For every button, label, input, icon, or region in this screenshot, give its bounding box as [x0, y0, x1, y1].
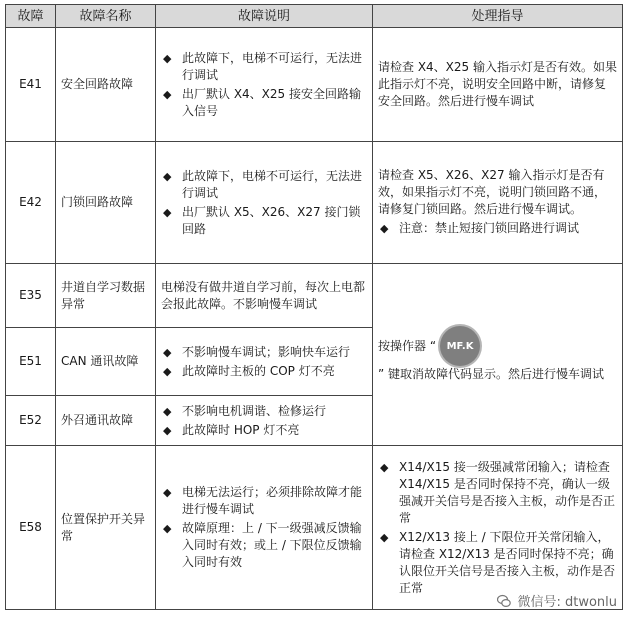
fault-code: E52 — [6, 396, 56, 446]
watermark — [497, 591, 617, 610]
list-item — [161, 363, 367, 380]
diamond-bullet-icon: ◆ — [380, 460, 389, 474]
fault-guide-merged — [373, 264, 623, 446]
fault-desc — [156, 264, 373, 328]
fault-name: CAN 通讯故障 — [56, 328, 156, 396]
diamond-bullet-icon: ◆ — [163, 205, 172, 219]
desc-text: 故障原理：上 / 下一级强减反馈输入同时有效；或上 / 下限位反馈输入同时有效 — [182, 521, 362, 569]
guide-prefix: 按操作器 “ — [378, 338, 437, 353]
diamond-bullet-icon: ◆ — [163, 486, 172, 499]
fault-guide — [373, 28, 623, 142]
fault-code: E41 — [6, 28, 56, 142]
list-item — [161, 204, 367, 238]
list-item — [161, 403, 367, 420]
desc-text: 不影响慢车调试；影响快车运行 — [182, 344, 351, 359]
diamond-bullet-icon: ◆ — [163, 404, 172, 418]
list-item — [378, 220, 617, 237]
desc-text: 此故障时 HOP 灯不亮 — [182, 422, 300, 437]
fault-guide — [373, 446, 623, 610]
diamond-bullet-icon: ◆ — [163, 51, 172, 65]
fault-name: 门锁回路故障 — [56, 142, 156, 264]
desc-text: 出厂默认 X5、X26、X27 接门锁回路 — [182, 204, 361, 236]
fault-guide — [373, 142, 623, 264]
desc-text: 此故障下，电梯不可运行，无法进行调试 — [182, 50, 363, 82]
wechat-icon — [497, 594, 511, 608]
table-row — [6, 446, 623, 610]
list-item — [378, 529, 617, 597]
table-header-row — [6, 5, 623, 28]
desc-text: 电梯无法运行；必须排除故障才能进行慢车调试 — [182, 485, 363, 516]
list-item — [161, 168, 367, 202]
header-code: 故障 — [6, 5, 56, 28]
list-item — [161, 422, 367, 439]
fault-desc — [156, 396, 373, 446]
fault-desc — [156, 328, 373, 396]
list-item — [161, 520, 367, 571]
list-item — [161, 50, 367, 84]
guide-suffix: ” 键取消故障代码显示。然后进行慢车调试 — [378, 367, 605, 381]
list-item — [378, 459, 617, 527]
diamond-bullet-icon: ◆ — [163, 345, 172, 359]
fault-code: E58 — [6, 446, 56, 610]
fault-desc — [156, 28, 373, 142]
list-item — [161, 484, 367, 518]
guide-text: X14/X15 接一级强减常闭输入；请检查 X14/X15 是否同时保持不亮，确认一级强减开关信号是否接入主板，动作是否正常 — [399, 459, 616, 525]
fault-desc — [156, 142, 373, 264]
table-row — [6, 264, 623, 328]
diamond-bullet-icon: ◆ — [380, 530, 389, 544]
diamond-bullet-icon: ◆ — [163, 522, 172, 535]
desc-text: 电梯没有做井道自学习前，每次上电都会报此故障。不影响慢车调试 — [161, 279, 366, 311]
guide-text: 请检查 X4、X25 输入指示灯是否有效。如果此指示灯不亮，说明安全回路中断，请修复安全回路。然后进行慢车调试 — [378, 60, 617, 108]
table-row — [6, 142, 623, 264]
diamond-bullet-icon: ◆ — [163, 169, 172, 183]
guide-note: 注意：禁止短接门锁回路进行调试 — [399, 220, 580, 235]
diamond-bullet-icon: ◆ — [380, 221, 389, 235]
diamond-bullet-icon: ◆ — [163, 87, 172, 101]
fault-code: E35 — [6, 264, 56, 328]
header-desc: 故障说明 — [156, 5, 373, 28]
guide-text: 请检查 X5、X26、X27 输入指示灯是否有效，如果指示灯不亮，说明门锁回路不通，请修复门锁回路。然后进行慢车调试。 — [378, 167, 607, 216]
fault-desc — [156, 446, 373, 610]
diamond-bullet-icon: ◆ — [163, 423, 172, 437]
fault-code: E42 — [6, 142, 56, 264]
fault-name: 井道自学习数据异常 — [56, 264, 156, 328]
desc-text: 此故障时主板的 COP 灯不亮 — [182, 363, 335, 378]
desc-text: 此故障下，电梯不可运行，无法进行调试 — [182, 168, 363, 200]
fault-name: 外召通讯故障 — [56, 396, 156, 446]
desc-text: 出厂默认 X4、X25 接安全回路输入信号 — [182, 86, 361, 118]
guide-text: X12/X13 接上 / 下限位开关常闭输入，请检查 X12/X13 是否同时保持不亮；确认限位开关信号是否接入主板，动作是否正常 — [399, 529, 616, 595]
header-guide: 处理指导 — [373, 5, 623, 28]
desc-text: 不影响电机调谐、检修运行 — [182, 403, 327, 418]
header-name: 故障名称 — [56, 5, 156, 28]
diamond-bullet-icon: ◆ — [163, 364, 172, 378]
list-item — [161, 344, 367, 361]
fault-name: 位置保护开关异常 — [56, 446, 156, 610]
mfk-key-icon: MF.K — [440, 326, 480, 366]
table-row — [6, 28, 623, 142]
watermark-text: 微信号: dtwonlu — [517, 595, 617, 610]
fault-table — [5, 4, 623, 610]
fault-name: 安全回路故障 — [56, 28, 156, 142]
list-item — [161, 86, 367, 120]
fault-code: E51 — [6, 328, 56, 396]
